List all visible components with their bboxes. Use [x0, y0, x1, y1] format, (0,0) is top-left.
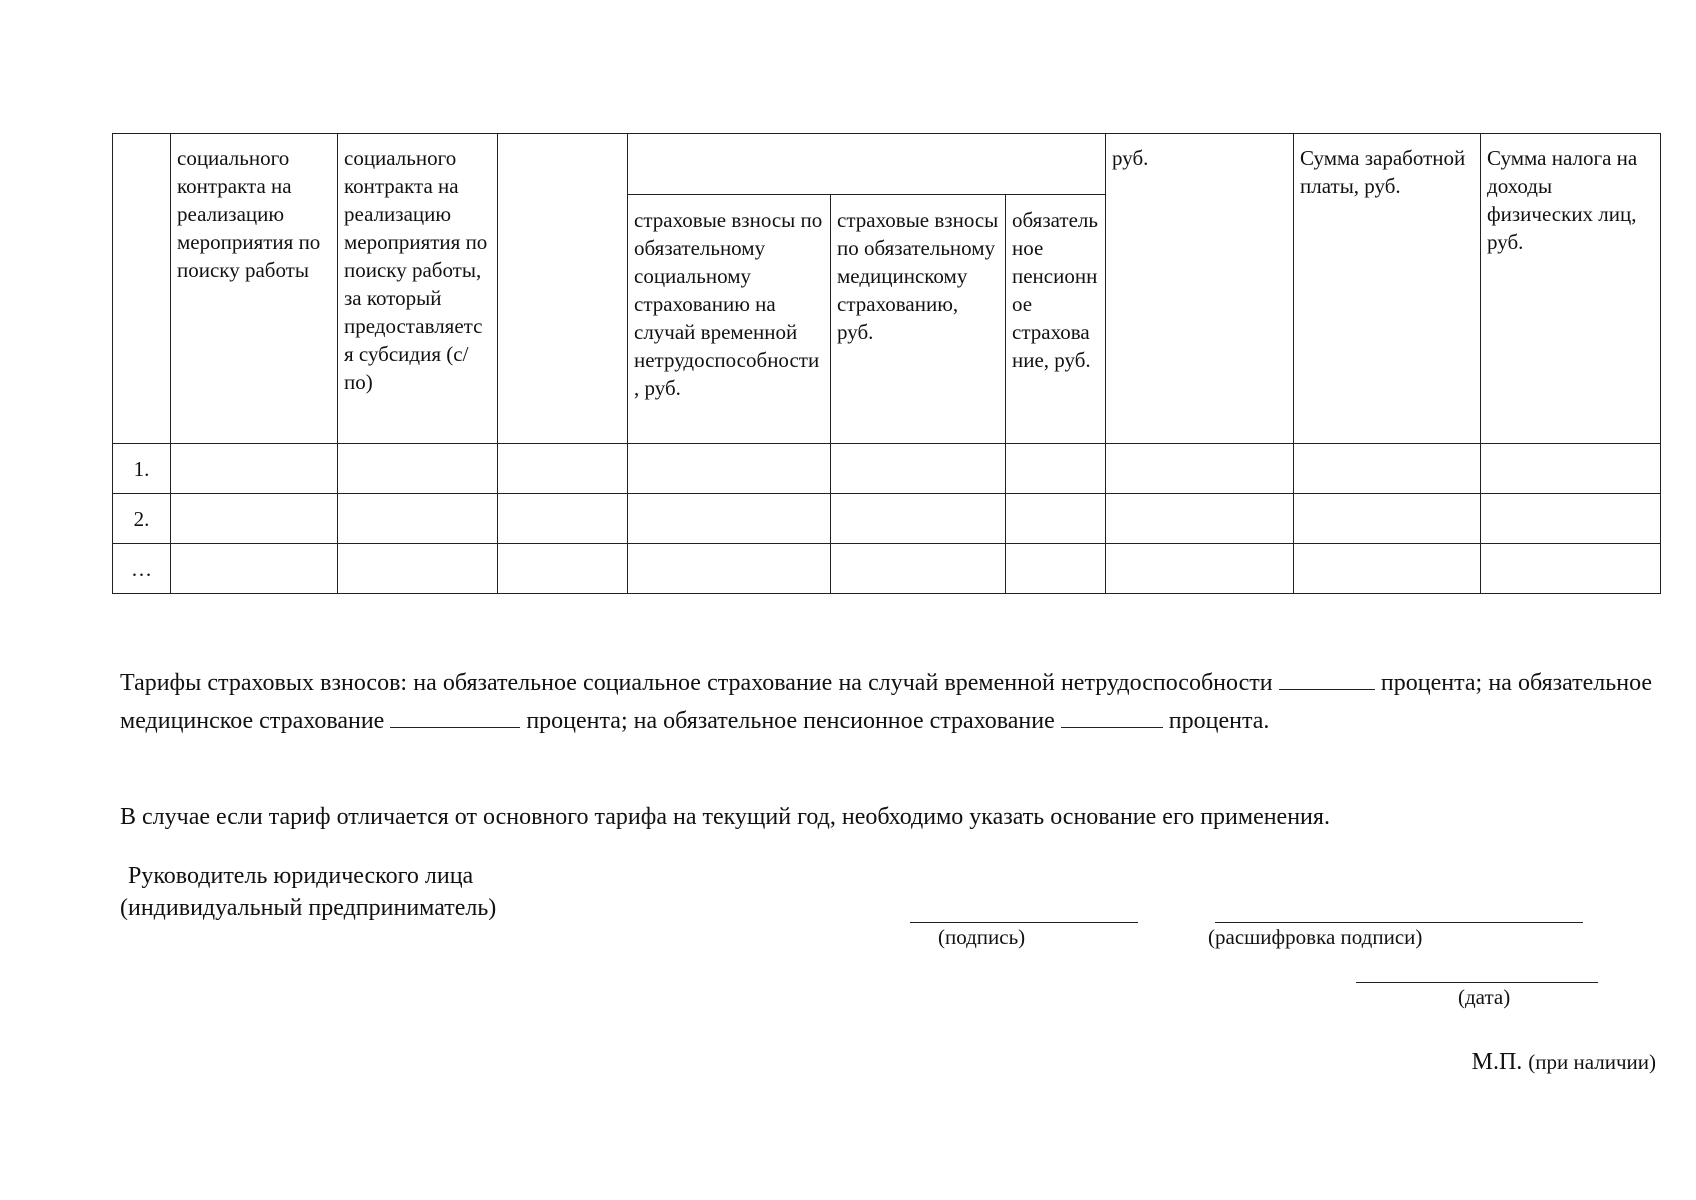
table-cell [1106, 494, 1294, 544]
social-tariff-blank[interactable] [1279, 667, 1375, 690]
table-cell [1481, 444, 1661, 494]
table-cell [628, 444, 831, 494]
table-row [113, 494, 1661, 544]
date-line[interactable] [1356, 982, 1598, 983]
table-cell [171, 544, 338, 594]
pension-tariff-blank[interactable] [1061, 705, 1163, 728]
stamp-place [1472, 1046, 1656, 1078]
head-title-line1: Руководитель юридического лица [128, 863, 474, 889]
table-row [113, 444, 1661, 494]
table-cell [498, 494, 628, 544]
table-cell [338, 494, 498, 544]
tariff-note: В случае если тариф отличается от основного тарифа на текущий год, необходимо указать основание его применения. [120, 804, 1330, 830]
table-cell [171, 444, 338, 494]
signature-decode-caption: (расшифровка подписи) [1208, 925, 1423, 949]
table-cell [831, 444, 1006, 494]
header-cell-contract-period: социального контракта на реализацию мероприятия по поиску работы, за который предоставляется субсидия (с/по) [338, 134, 498, 444]
head-title-line2: (индивидуальный предприниматель) [120, 895, 497, 921]
header-cell-contract: социального контракта на реализацию мероприятия по поиску работы [171, 134, 338, 444]
stamp-label: М.П. [1471, 1049, 1523, 1075]
tariffs-paragraph [120, 664, 1652, 740]
header-cell-medical-insurance: страховые взносы по обязательному медицинскому страхованию, руб. [831, 195, 1006, 444]
table-cell [1006, 544, 1106, 594]
table-header-row-top [113, 134, 1661, 195]
table-row [113, 544, 1661, 594]
medical-tariff-blank[interactable] [390, 705, 520, 728]
table-cell [1006, 494, 1106, 544]
header-cell-salary-sum: Сумма заработной платы, руб. [1294, 134, 1481, 444]
table-cell [1006, 444, 1106, 494]
header-cell-pension-insurance: обязательное пенсионное страхование, руб. [1006, 195, 1106, 444]
table-cell [498, 444, 628, 494]
tariffs-text-pension: процента; на обязательное пенсионное страхование [526, 708, 1055, 734]
row-number: 2. [113, 494, 171, 544]
header-cell-social-insurance: страховые взносы по обязательному социальному страхованию на случай временной нетрудоспособности, руб. [628, 195, 831, 444]
signature-caption: (подпись) [938, 925, 1026, 949]
data-table [112, 133, 1661, 594]
table-cell [498, 544, 628, 594]
table-cell [338, 444, 498, 494]
table-cell [628, 494, 831, 544]
table-cell [1106, 444, 1294, 494]
header-cell-contributions-group [628, 134, 1106, 195]
signature-decode-line[interactable] [1215, 922, 1583, 923]
table-cell [831, 544, 1006, 594]
table-cell [171, 494, 338, 544]
table-cell [1481, 494, 1661, 544]
date-caption: (дата) [1458, 985, 1511, 1009]
table-cell [831, 494, 1006, 544]
table-cell [1481, 544, 1661, 594]
stamp-note: (при наличии) [1528, 1050, 1656, 1074]
tariffs-text-medical: процента; на обязательное медицинское страхование [120, 670, 1653, 734]
table-cell [1106, 544, 1294, 594]
table-cell [1294, 494, 1481, 544]
row-number: 1. [113, 444, 171, 494]
table-cell [338, 544, 498, 594]
tariffs-text-end: процента. [1168, 708, 1270, 734]
table-cell [1294, 444, 1481, 494]
signature-line[interactable] [910, 922, 1138, 923]
table-cell [1294, 544, 1481, 594]
header-cell-number [113, 134, 171, 444]
tariffs-text-social: Тарифы страховых взносов: на обязательное социальное страхование на случай временной нетрудоспособности [120, 670, 1273, 696]
header-cell-income-tax-sum: Сумма налога на доходы физических лиц, руб. [1481, 134, 1661, 444]
table-cell [628, 544, 831, 594]
header-cell-col4 [498, 134, 628, 444]
row-number: … [113, 544, 171, 594]
data-table-container [112, 133, 1660, 594]
header-cell-rub: руб. [1106, 134, 1294, 444]
